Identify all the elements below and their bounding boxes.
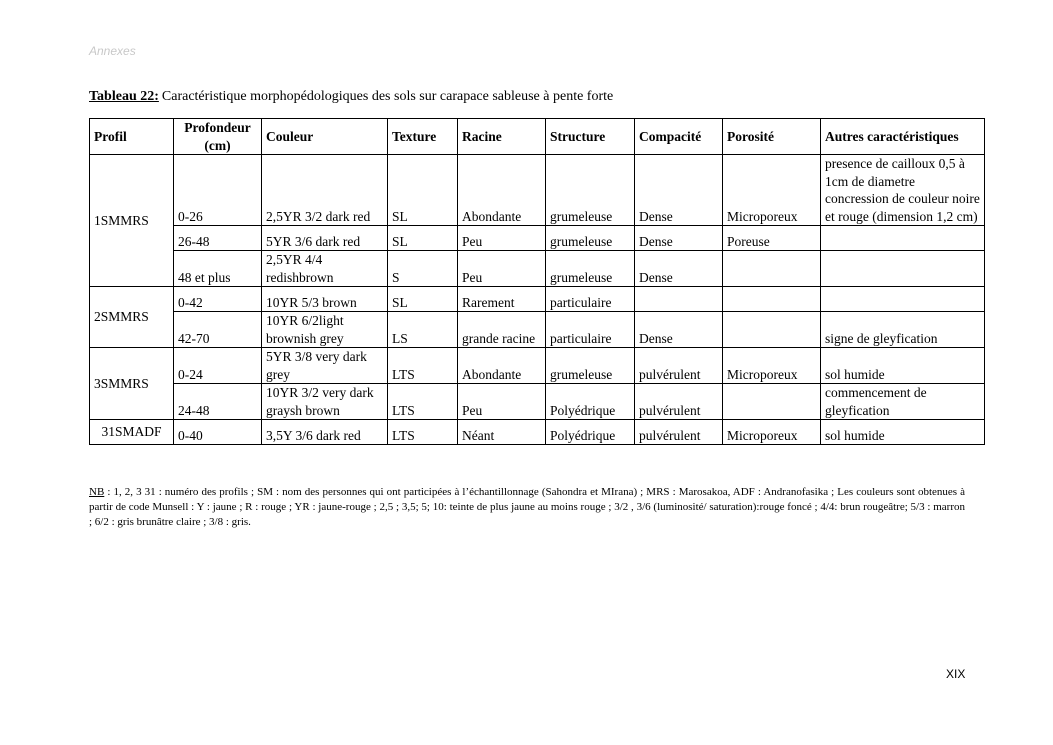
header-profondeur-unit: (cm) — [204, 137, 231, 153]
autres-cell — [821, 226, 985, 251]
autres-cell — [821, 251, 985, 287]
profondeur-cell: 42-70 — [174, 312, 262, 348]
structure-cell: grumeleuse — [546, 251, 635, 287]
porosite-cell: Poreuse — [723, 226, 821, 251]
porosite-cell: Microporeux — [723, 420, 821, 445]
couleur-cell: 5YR 3/8 very dark grey — [262, 348, 388, 384]
structure-cell: particulaire — [546, 287, 635, 312]
texture-cell: LS — [388, 312, 458, 348]
header-couleur: Couleur — [262, 119, 388, 155]
couleur-cell: 5YR 3/6 dark red — [262, 226, 388, 251]
table-row — [90, 348, 985, 384]
header-texture: Texture — [388, 119, 458, 155]
header-compacite: Compacité — [635, 119, 723, 155]
couleur-cell: 3,5Y 3/6 dark red — [262, 420, 388, 445]
racine-cell: Abondante — [458, 155, 546, 226]
profondeur-cell: 26-48 — [174, 226, 262, 251]
header-profondeur — [174, 119, 262, 155]
profondeur-cell: 0-26 — [174, 155, 262, 226]
racine-cell: Abondante — [458, 348, 546, 384]
porosite-cell — [723, 251, 821, 287]
texture-cell: LTS — [388, 348, 458, 384]
footnote-text: : 1, 2, 3 31 : numéro des profils ; SM : nom des personnes qui ont participées à l’échantillonnage (Sahondra et MIrana) ; MRS : Marosakoa, ADF : Andranofasika ; Les couleurs sont obtenues à partir de code Munsell : Y : jaune ; R : rouge ; YR : jaune-rouge ; 2,5 ; 3,5; 5; 10: teinte de plus jaune au moins rouge ; 3/2 , 3/6 (luminosité/ saturation):rouge foncé ; 4/4: brun rougeâtre; 5/3 : marron ; 6/2 : gris brunâtre claire ; 3/8 : gris. — [89, 486, 965, 528]
header-structure: Structure — [546, 119, 635, 155]
header-autres: Autres caractéristiques — [821, 119, 985, 155]
header-profil: Profil — [90, 119, 174, 155]
racine-cell: Néant — [458, 420, 546, 445]
table-row — [90, 251, 985, 287]
profondeur-cell: 0-40 — [174, 420, 262, 445]
footnote — [89, 485, 965, 530]
compacite-cell: pulvérulent — [635, 348, 723, 384]
racine-cell: Peu — [458, 384, 546, 420]
texture-cell: LTS — [388, 420, 458, 445]
profondeur-cell: 0-24 — [174, 348, 262, 384]
structure-cell: grumeleuse — [546, 226, 635, 251]
porosite-cell: Microporeux — [723, 155, 821, 226]
profil-cell: 1SMMRS — [90, 155, 174, 287]
page-number: XIX — [946, 667, 966, 681]
racine-cell: Peu — [458, 251, 546, 287]
autres-cell — [821, 287, 985, 312]
profil-cell: 2SMMRS — [90, 287, 174, 348]
table-row — [90, 155, 985, 226]
compacite-cell: Dense — [635, 251, 723, 287]
structure-cell: Polyédrique — [546, 384, 635, 420]
running-header: Annexes — [89, 44, 136, 58]
structure-cell: particulaire — [546, 312, 635, 348]
autres-cell: sol humide — [821, 420, 985, 445]
autres-cell: presence de cailloux 0,5 à 1cm de diametre concression de couleur noire et rouge (dimension 1,2 cm) — [821, 155, 985, 226]
profil-cell: 31SMADF — [90, 420, 174, 445]
caption-label: Tableau 22: — [89, 89, 159, 104]
racine-cell: grande racine — [458, 312, 546, 348]
table-row — [90, 287, 985, 312]
table-caption — [89, 89, 613, 105]
structure-cell: grumeleuse — [546, 155, 635, 226]
header-racine: Racine — [458, 119, 546, 155]
racine-cell: Rarement — [458, 287, 546, 312]
structure-cell: grumeleuse — [546, 348, 635, 384]
autres-cell: commencement de gleyfication — [821, 384, 985, 420]
compacite-cell: pulvérulent — [635, 420, 723, 445]
couleur-cell: 10YR 3/2 very dark graysh brown — [262, 384, 388, 420]
texture-cell: SL — [388, 287, 458, 312]
profil-cell: 3SMMRS — [90, 348, 174, 420]
racine-cell: Peu — [458, 226, 546, 251]
caption-text: Caractéristique morphopédologiques des sols sur carapace sableuse à pente forte — [161, 89, 614, 104]
table-row — [90, 226, 985, 251]
table-row — [90, 312, 985, 348]
structure-cell: Polyédrique — [546, 420, 635, 445]
porosite-cell: Microporeux — [723, 348, 821, 384]
texture-cell: SL — [388, 155, 458, 226]
couleur-cell: 10YR 6/2light brownish grey — [262, 312, 388, 348]
compacite-cell — [635, 287, 723, 312]
couleur-cell: 2,5YR 3/2 dark red — [262, 155, 388, 226]
texture-cell: LTS — [388, 384, 458, 420]
profondeur-cell: 24-48 — [174, 384, 262, 420]
texture-cell: S — [388, 251, 458, 287]
table-row — [90, 384, 985, 420]
compacite-cell: pulvérulent — [635, 384, 723, 420]
profondeur-cell: 0-42 — [174, 287, 262, 312]
compacite-cell: Dense — [635, 226, 723, 251]
porosite-cell — [723, 312, 821, 348]
compacite-cell: Dense — [635, 312, 723, 348]
header-profondeur-label: Profondeur — [184, 120, 251, 135]
porosite-cell — [723, 287, 821, 312]
compacite-cell: Dense — [635, 155, 723, 226]
autres-cell: signe de gleyfication — [821, 312, 985, 348]
autres-cell: sol humide — [821, 348, 985, 384]
couleur-cell: 2,5YR 4/4 redishbrown — [262, 251, 388, 287]
header-porosite: Porosité — [723, 119, 821, 155]
couleur-cell: 10YR 5/3 brown — [262, 287, 388, 312]
profondeur-cell: 48 et plus — [174, 251, 262, 287]
texture-cell: SL — [388, 226, 458, 251]
table-row — [90, 420, 985, 445]
porosite-cell — [723, 384, 821, 420]
header-row — [90, 119, 985, 155]
footnote-label: NB — [89, 486, 105, 498]
soil-characteristics-table — [89, 118, 985, 445]
